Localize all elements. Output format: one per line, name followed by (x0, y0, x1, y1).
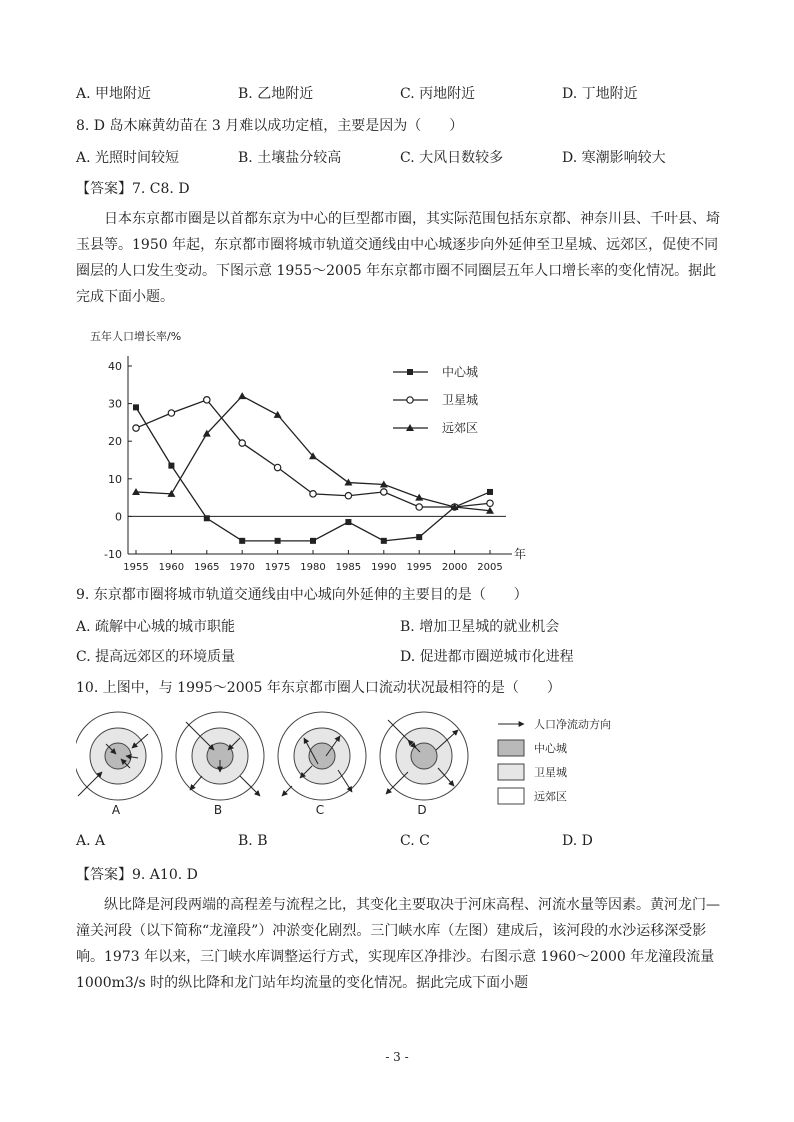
x-tick-label: 1975 (264, 562, 291, 572)
q7-option-d: D. 丁地附近 (562, 86, 638, 102)
q9-option-c: C. 提高远郊区的环境质量 (76, 649, 236, 665)
legend-label: 远郊区 (442, 421, 479, 435)
data-point (238, 392, 246, 399)
data-point (310, 538, 316, 544)
q9-option-d: D. 促进都市圈逆城市化进程 (400, 649, 574, 665)
legend-label: 卫星城 (442, 393, 479, 407)
data-point (381, 489, 387, 495)
x-tick-label: 2005 (477, 562, 503, 572)
y-tick-label: 0 (115, 510, 122, 524)
q9-option-b: B. 增加卫星城的就业机会 (400, 619, 560, 635)
y-tick-label: 20 (108, 435, 122, 449)
x-axis-label: 年 (514, 547, 527, 561)
data-point (487, 489, 493, 495)
y-tick-label: 40 (108, 360, 122, 373)
data-point (345, 493, 351, 499)
x-tick-label: 1970 (229, 562, 255, 572)
q8-option-d: D. 寒潮影响较大 (562, 150, 666, 166)
data-point (239, 440, 245, 446)
legend-swatch (498, 788, 524, 804)
legend-swatch (498, 764, 524, 780)
legend-marker (407, 369, 413, 375)
diagram-label: A (111, 803, 121, 817)
x-tick-label: 1960 (158, 562, 185, 572)
x-tick-label: 1965 (194, 562, 220, 572)
q10-option-d: D. D (562, 833, 593, 849)
data-point (239, 538, 245, 544)
q9-stem: 9. 东京都市圈将城市轨道交通线由中心城向外延伸的主要目的是（ ） (76, 587, 528, 603)
flow-arrow (282, 786, 292, 796)
passage-tokyo: 日本东京都市圈是以首都东京为中心的巨型都市圈，其实际范围包括东京都、神奈川县、千叶县、埼玉县等。1950 年起，东京都市圈将城市轨道交通线由中心城逐步向外延伸至卫星城、远郊区，促使不同圈层的人口发生变动。下图示意 1955～2005 年东京都市圈不同圈层五年人口增长率的变化情况。据此完成下面小题。 (76, 211, 720, 305)
passage-yellow-river: 纵比降是河段两端的高程差与流程之比，其变化主要取决于河床高程、河流水量等因素。黄河龙门—潼关河段（以下简称“龙潼段”）冲淤变化剧烈。三门峡水库（左图）建成后，该河段的水沙运移深受影响。1973 年以来，三门峡水库调整运行方式，实现库区净排沙。右图示意 1960～2000 年龙潼段流量 1000m3/s 时的纵比降和龙门站年均流量的变化情况。据此完成下面小题 (76, 897, 720, 991)
q8-option-a: A. 光照时间较短 (76, 150, 180, 166)
y-tick-label: -10 (104, 548, 122, 561)
q10-option-a: A. A (76, 833, 106, 849)
data-point (168, 410, 174, 416)
q10-option-c: C. C (400, 833, 430, 849)
q7-option-a: A. 甲地附近 (76, 86, 152, 102)
q8-option-b: B. 土壤盐分较高 (238, 150, 342, 166)
y-tick-label: 10 (108, 472, 122, 486)
x-tick-label: 1990 (371, 562, 397, 572)
diagram-label: C (315, 803, 325, 817)
legend-label: 远郊区 (534, 790, 567, 803)
legend-label: 中心城 (442, 365, 479, 379)
data-point (310, 491, 316, 497)
q10-stem: 10. 上图中，与 1995～2005 年东京都市圈人口流动状况最相符的是（ ） (76, 680, 561, 696)
answer-9-10: 【答案】9. A10. D (76, 867, 198, 883)
center-circle (309, 743, 335, 769)
legend-label: 卫星城 (534, 766, 567, 779)
data-point (416, 534, 422, 540)
series-line-1 (136, 407, 490, 540)
population-growth-chart (88, 324, 528, 572)
data-point (275, 538, 281, 544)
legend-swatch (498, 740, 524, 756)
answer-7-8: 【答案】7. C8. D (76, 181, 190, 197)
legend-marker (407, 397, 413, 403)
diagram-label: D (417, 803, 427, 817)
q9-option-a: A. 疏解中心城的城市职能 (76, 619, 236, 635)
q7-option-b: B. 乙地附近 (238, 86, 314, 102)
population-flow-diagrams (76, 708, 636, 824)
data-point (274, 411, 282, 418)
x-tick-label: 2000 (441, 562, 468, 572)
x-tick-label: 1995 (406, 562, 432, 572)
data-point (345, 519, 351, 525)
y-axis-label: 五年人口增长率/% (90, 330, 182, 343)
diagram-svg (76, 708, 636, 824)
data-point (416, 504, 422, 510)
legend-label: 中心城 (534, 742, 567, 755)
data-point (133, 404, 139, 410)
data-point (381, 538, 387, 544)
x-tick-label: 1985 (335, 562, 362, 572)
q10-option-b: B. B (238, 833, 268, 849)
q8-stem: 8. D 岛木麻黄幼苗在 3 月难以成功定植，主要是因为（ ） (76, 118, 464, 134)
x-tick-label: 1980 (300, 562, 326, 572)
chart-svg (88, 324, 528, 572)
data-point (274, 464, 280, 470)
page-number: - 3 - (385, 1050, 409, 1064)
q7-option-c: C. 丙地附近 (400, 86, 476, 102)
data-point (133, 425, 139, 431)
y-tick-label: 30 (108, 397, 122, 411)
data-point (204, 515, 210, 521)
q8-option-c: C. 大风日数较多 (400, 150, 504, 166)
data-point (204, 397, 210, 403)
data-point (168, 463, 174, 469)
diagram-label: B (213, 803, 223, 817)
x-tick-label: 1955 (123, 562, 149, 572)
data-point (487, 500, 493, 506)
legend-label: 人口净流动方向 (534, 718, 611, 731)
